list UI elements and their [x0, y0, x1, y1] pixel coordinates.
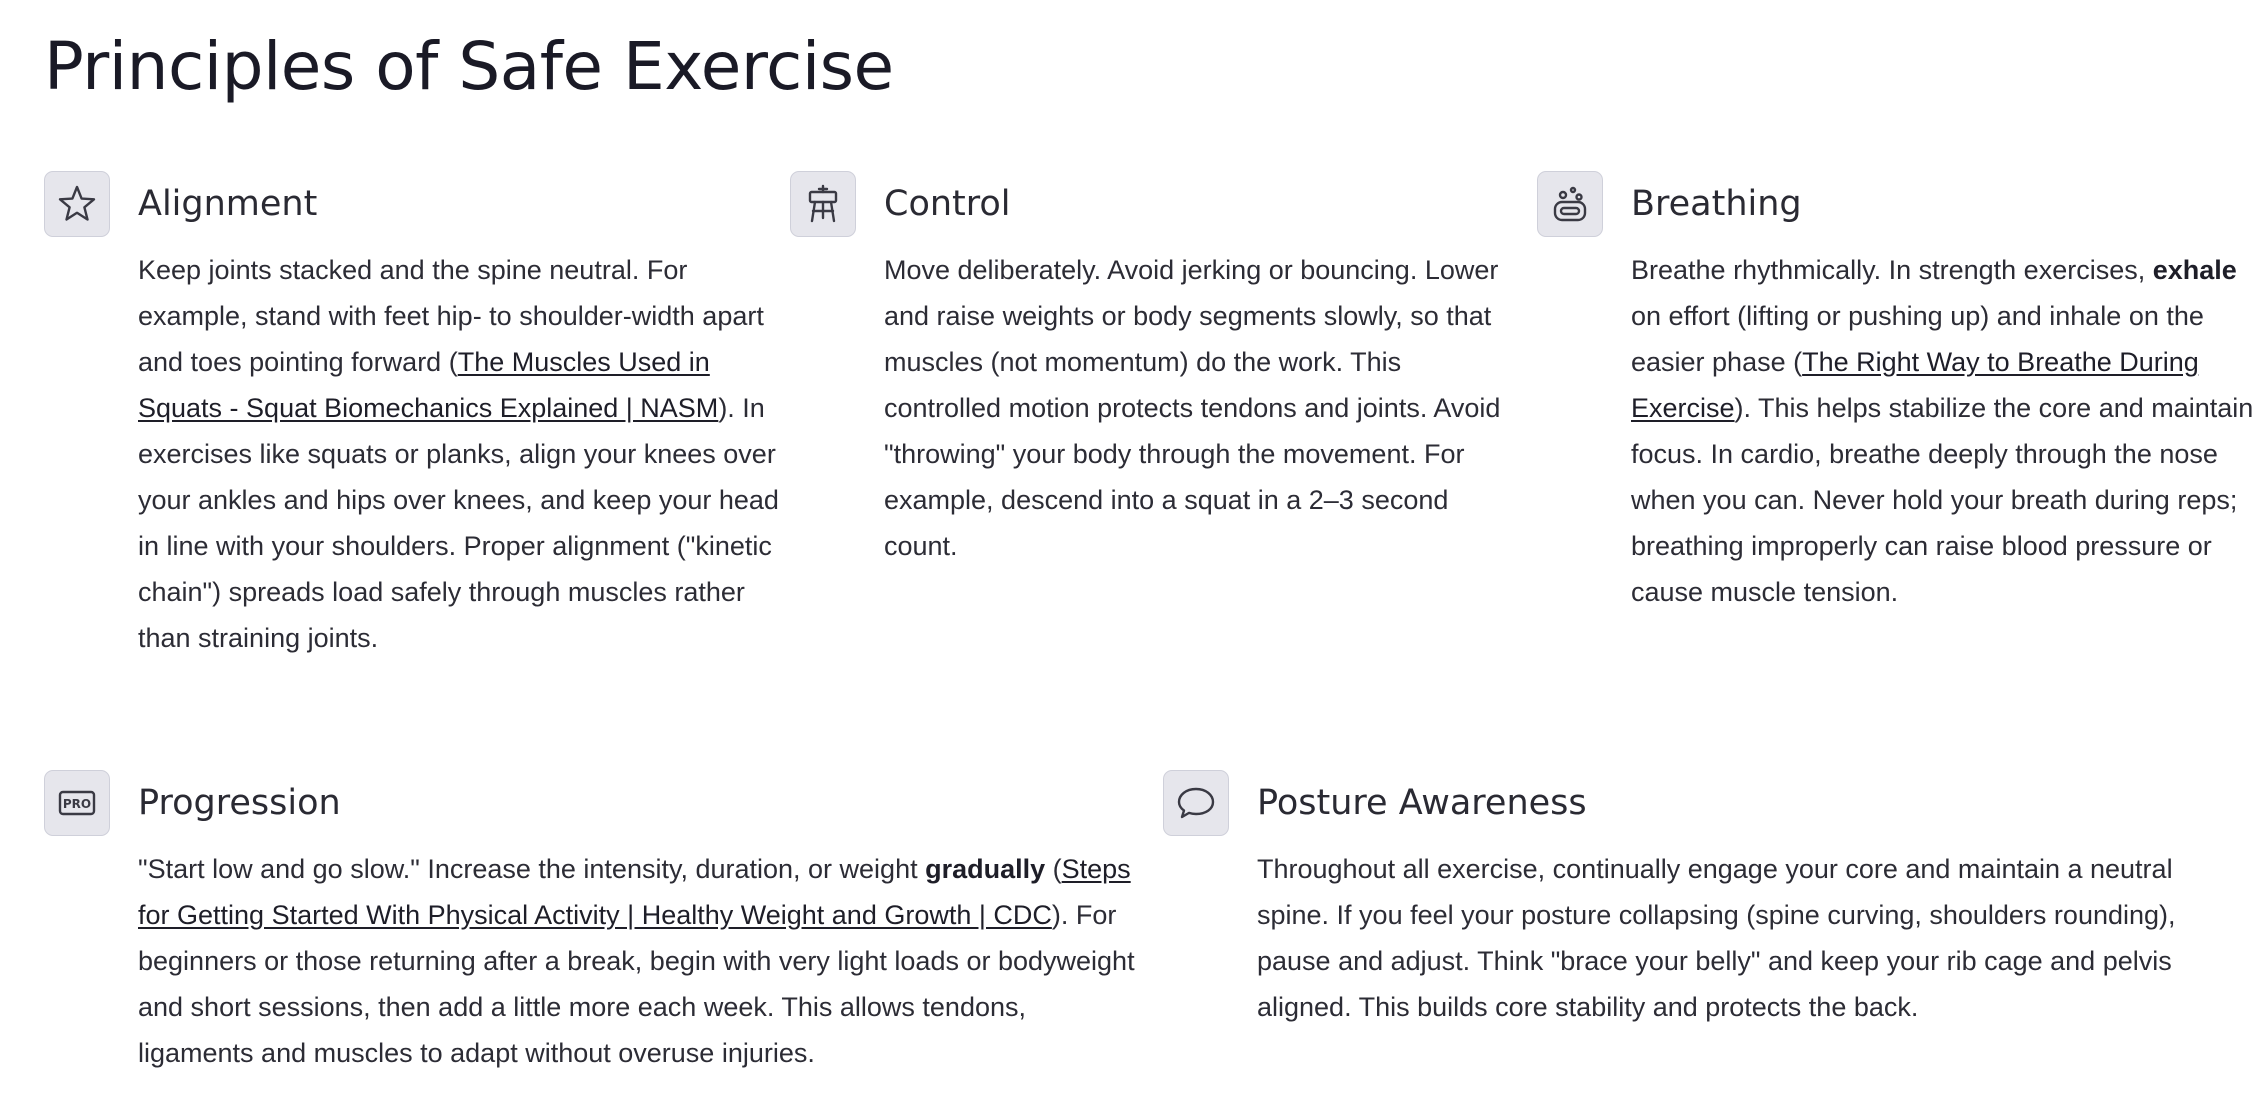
- svg-text:PRO: PRO: [62, 797, 92, 811]
- card-body: [138, 247, 798, 661]
- body-text: on effort (lifting or pushing up) and inhale on the easier phase (: [1631, 301, 2204, 377]
- body-text: (: [1045, 854, 1062, 884]
- pro-badge-icon: [55, 781, 99, 825]
- card-title: Progression: [138, 783, 341, 823]
- card-title: Breathing: [1631, 184, 1802, 224]
- source-link-breathing[interactable]: The Right Way to Breathe During Exercise: [1631, 347, 2199, 423]
- soap-bubbles-icon: [1548, 182, 1592, 226]
- body-text: ). For beginners or those returning after a break, begin with very light loads or bodyweight and short sessions, then add a little more each week. This allows tendons, ligaments and muscles to adapt without overuse injuries.: [138, 900, 1135, 1068]
- star-icon: [55, 182, 99, 226]
- card-body: [884, 247, 1504, 569]
- body-text: Breathe rhythmically. In strength exercises,: [1631, 255, 2153, 285]
- card-body: [1257, 846, 2242, 1030]
- emphasis-text: gradually: [925, 854, 1046, 884]
- page-title: Principles of Safe Exercise: [44, 28, 894, 105]
- emphasis-text: exhale: [2152, 255, 2237, 285]
- easel-icon: [801, 182, 845, 226]
- body-text: Throughout all exercise, continually engage your core and maintain a neutral spine. If you feel your posture collapsing (spine curving, shoulders rounding), pause and adjust. Think "brace your belly" and keep your rib cage and pelvis aligned. This builds core stability and protects the back.: [1257, 854, 2176, 1022]
- icon-box: [1537, 171, 1603, 237]
- body-text: ). In exercises like squats or planks, align your knees over your ankles and hips over knees, and keep your head in line with your shoulders. Proper alignment ("kinetic chain") spreads load safely through muscles rather than straining joints.: [138, 393, 779, 653]
- icon-box: [790, 171, 856, 237]
- card-title: Alignment: [138, 184, 318, 224]
- icon-box: [1163, 770, 1229, 836]
- card-body: [138, 846, 1138, 1076]
- body-text: ). This helps stabilize the core and maintain focus. In cardio, breathe deeply through the nose when you can. Never hold your breath during reps; breathing improperly can raise blood pressure or cause muscle tension.: [1631, 393, 2254, 607]
- body-text: Keep joints stacked and the spine neutral. For example, stand with feet hip- to shoulder-width apart and toes pointing forward (: [138, 255, 764, 377]
- source-link-cdc[interactable]: Steps for Getting Started With Physical Activity | Healthy Weight and Growth | CDC: [138, 854, 1131, 930]
- card-body: [1631, 247, 2257, 615]
- source-link-nasm[interactable]: The Muscles Used in Squats - Squat Biomechanics Explained | NASM: [138, 347, 719, 423]
- body-text: "Start low and go slow." Increase the intensity, duration, or weight: [138, 854, 926, 884]
- card-title: Control: [884, 184, 1011, 224]
- icon-box: [44, 171, 110, 237]
- card-title: Posture Awareness: [1257, 783, 1587, 823]
- speech-bubble-icon: [1174, 781, 1218, 825]
- icon-box: [44, 770, 110, 836]
- body-text: Move deliberately. Avoid jerking or bouncing. Lower and raise weights or body segments slowly, so that muscles (not momentum) do the work. This controlled motion protects tendons and joints. Avoid "throwing" your body through the movement. For example, descend into a squat in a 2–3 second count.: [884, 255, 1501, 561]
